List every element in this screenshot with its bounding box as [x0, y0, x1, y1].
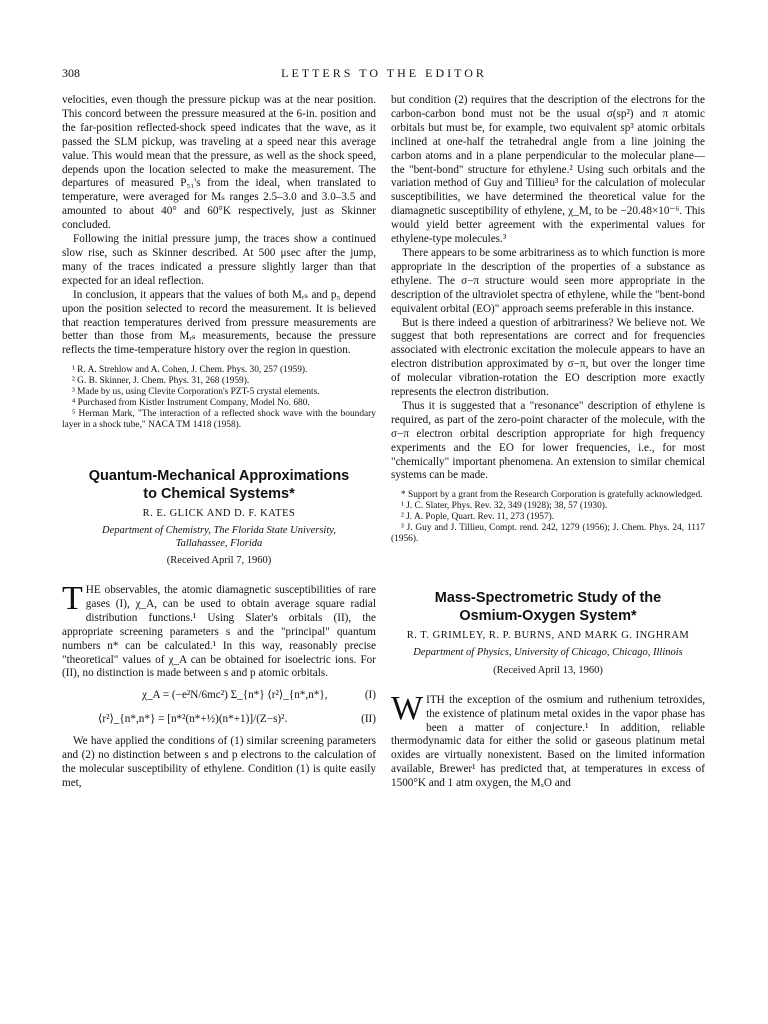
paragraph: But is there indeed a question of arbitrariness? We believe not. We suggest that both representations are correct and for frequencies associated with electronic excitation the molecule appears to have an electron distribution approximated by σ−π, but over the longer time of molecular vibration-rotation the EO description more exactly represents the electron distribution. [391, 316, 705, 399]
article-affiliation [62, 525, 376, 550]
paragraph: Thus it is suggested that a "resonance" description of ethylene is required, as part of the zero-point character of the molecule, with the σ−π electron orbital description appropriate for high frequency experiments and the EO for lower frequencies, i.e., for most "chemically" important phenomena. An extension to similar chemical systems can be made. [391, 399, 705, 482]
article-title [62, 467, 376, 503]
footnote: ³ J. Guy and J. Tillieu, Compt. rend. 242, 1279 (1956); J. Chem. Phys. 24, 1117 (1956). [391, 523, 705, 545]
footnotes [62, 365, 376, 431]
right-column [391, 94, 705, 791]
paragraph: velocities, even though the pressure pickup was at the near position. This concord between the pressure measured at the 6-in. position and the far-position reflected-shock speed indicates that the wave, as it passed the SLM pickup, was traveling at a speed near this average value. This would mean that the pressure, as well as the shock speed, depends upon the location selected to make the measurement. The departures of measured P₅₁'s from the ideal, when translated to temperature, were averaged for Mₛ ranges 2.5–3.0 and 3.0–3.5 and amounted to about 40° and 60°K respectively, just as Skinner concluded. [62, 94, 376, 232]
page-number: 308 [62, 66, 80, 80]
drop-cap: T [62, 580, 83, 618]
footnote: ¹ J. C. Slater, Phys. Rev. 32, 349 (1928); 38, 57 (1930). [401, 501, 608, 512]
affiliation-line: Department of Chemistry, The Florida State University, [102, 525, 336, 537]
section-heading: LETTERS TO THE EDITOR [281, 66, 487, 80]
paragraph [62, 580, 376, 681]
footnote: ⁵ Herman Mark, "The interaction of a reflected shock wave with the boundary layer in a shock tube," NACA TM 1418 (1958). [62, 409, 376, 431]
running-head [62, 66, 706, 82]
received-date: (Received April 13, 1960) [493, 664, 603, 676]
paragraph [391, 689, 705, 791]
left-column [62, 94, 376, 791]
equation-I [62, 687, 376, 705]
footnote: ² J. A. Pople, Quart. Rev. 11, 273 (1957). [401, 512, 555, 523]
footnote: ¹ R. A. Strehlow and A. Cohen, J. Chem. Phys. 30, 257 (1959). [72, 365, 308, 376]
paragraph: We have applied the conditions of (1) similar screening parameters and (2) no distinction between s and p electrons to the calculation of the molecular susceptibility of ethylene. Condition (1) is quite easily met, [62, 735, 376, 790]
affiliation-line: Tallahassee, Florida [175, 537, 263, 549]
footnote: ² G. B. Skinner, J. Chem. Phys. 31, 268 (1959). [72, 376, 250, 387]
article-title-line: Osmium-Oxygen System* [459, 608, 637, 625]
paragraph: There appears to be some arbitrariness as to which function is more appropriate in the description of the properties of a substance as ethylene. The σ−π structure would seen more appropriate in the description of the ultraviolet spectra of ethylene, while the "bent-bond equivalent orbital (EO)" approach seems preferable in this instance. [391, 246, 705, 315]
article-affiliation: Department of Physics, University of Chicago, Chicago, Illinois [413, 647, 683, 659]
article-title-line: to Chemical Systems* [143, 486, 295, 503]
paragraph-text: ITH the exception of the osmium and ruthenium tetroxides, the existence of platinum metal oxides in the vapor phase has been a matter of conjecture.¹ In addition, reliable thermodynamic data for either the solid or gaseous platinum metal oxides are virtually nonexistent. Based on the limited information available, Brewer¹ has predicted that, at temperatures in excess of 1500°K and 1 atm oxygen, the MₓO and [391, 693, 705, 790]
received-date: (Received April 7, 1960) [166, 555, 272, 567]
drop-cap: W [391, 689, 424, 727]
paragraph-text: HE observables, the atomic diamagnetic susceptibilities of rare gases (I), χ_A, can be used to obtain average square radial distribution functions.¹ Using Slater's orbitals (II), the appropriate screening parameters s and the "principal" quantum numbers n* can be calculated.¹ In this way, reasonably precise "theoretical" values of χ_A can be obtained for isoelectric ions. For (II), no distinction is made between s and p atomic orbitals. [62, 584, 376, 680]
equation-body: χ_A = (−e²N/6mc²) Σ_{n*} ⟨r²⟩_{n*,n*}, [142, 689, 328, 702]
footnote: * Support by a grant from the Research Corporation is gratefully acknowledged. [401, 490, 703, 501]
article-title-line: Mass-Spectrometric Study of the [434, 590, 662, 607]
article-title-line: Quantum-Mechanical Approximations [88, 468, 350, 485]
equation-body: ⟨r²⟩_{n*,n*} = [n*²(n*+½)(n*+1)]/(Z−s)². [98, 713, 288, 726]
equation-number: (II) [361, 713, 376, 726]
paragraph: but condition (2) requires that the description of the electrons for the carbon-carbon bond must not be the usual σ(sp²) and π atomic orbitals but must be, for example, two equivalent sp³ atomic orbitals inclined at one-half the tetrahedral angle from a line joining the carbon atoms and in a plane perpendicular to the molecular plane—the "bent-bond" structure for ethylene.² Using such orbitals and the variation method of Guy and Tillieu³ for the calculation of molecular susceptibilities, we have determined the theoretical value for the diamagnetic susceptibility of ethylene, χ_M, to be −20.48×10⁻⁶. This would yield better agreement with the experimental values for ethylene-type molecules.³ [391, 94, 705, 246]
footnote: ³ Made by us, using Clevite Corporation's PZT-5 crystal elements. [72, 387, 320, 398]
footnotes [391, 490, 705, 545]
footnote: ⁴ Purchased from Kistler Instrument Company, Model No. 680. [72, 398, 310, 409]
article-title [391, 589, 705, 625]
article-authors: R. E. GLICK AND D. F. KATES [142, 508, 296, 520]
equation-number: (I) [364, 689, 376, 702]
article-authors: R. T. GRIMLEY, R. P. BURNS, AND MARK G. INGHRAM [406, 630, 690, 642]
paragraph: Following the initial pressure jump, the traces show a continued slow rise, such as Skinner described. At 500 μsec after the jump, many of the traces indicated a pressure slightly larger than that expected for an ideal reflection. [62, 233, 376, 287]
equation-II [62, 711, 376, 729]
paragraph: In conclusion, it appears that the values of both Mᵣₛ and p₅ depend upon the position selected to record the measurement. It is believed that reaction temperatures derived from pressure measurements are better than those from Mᵣₛ measurements, because the pressure reflects the time-temperature history over the region in question. [62, 288, 376, 357]
